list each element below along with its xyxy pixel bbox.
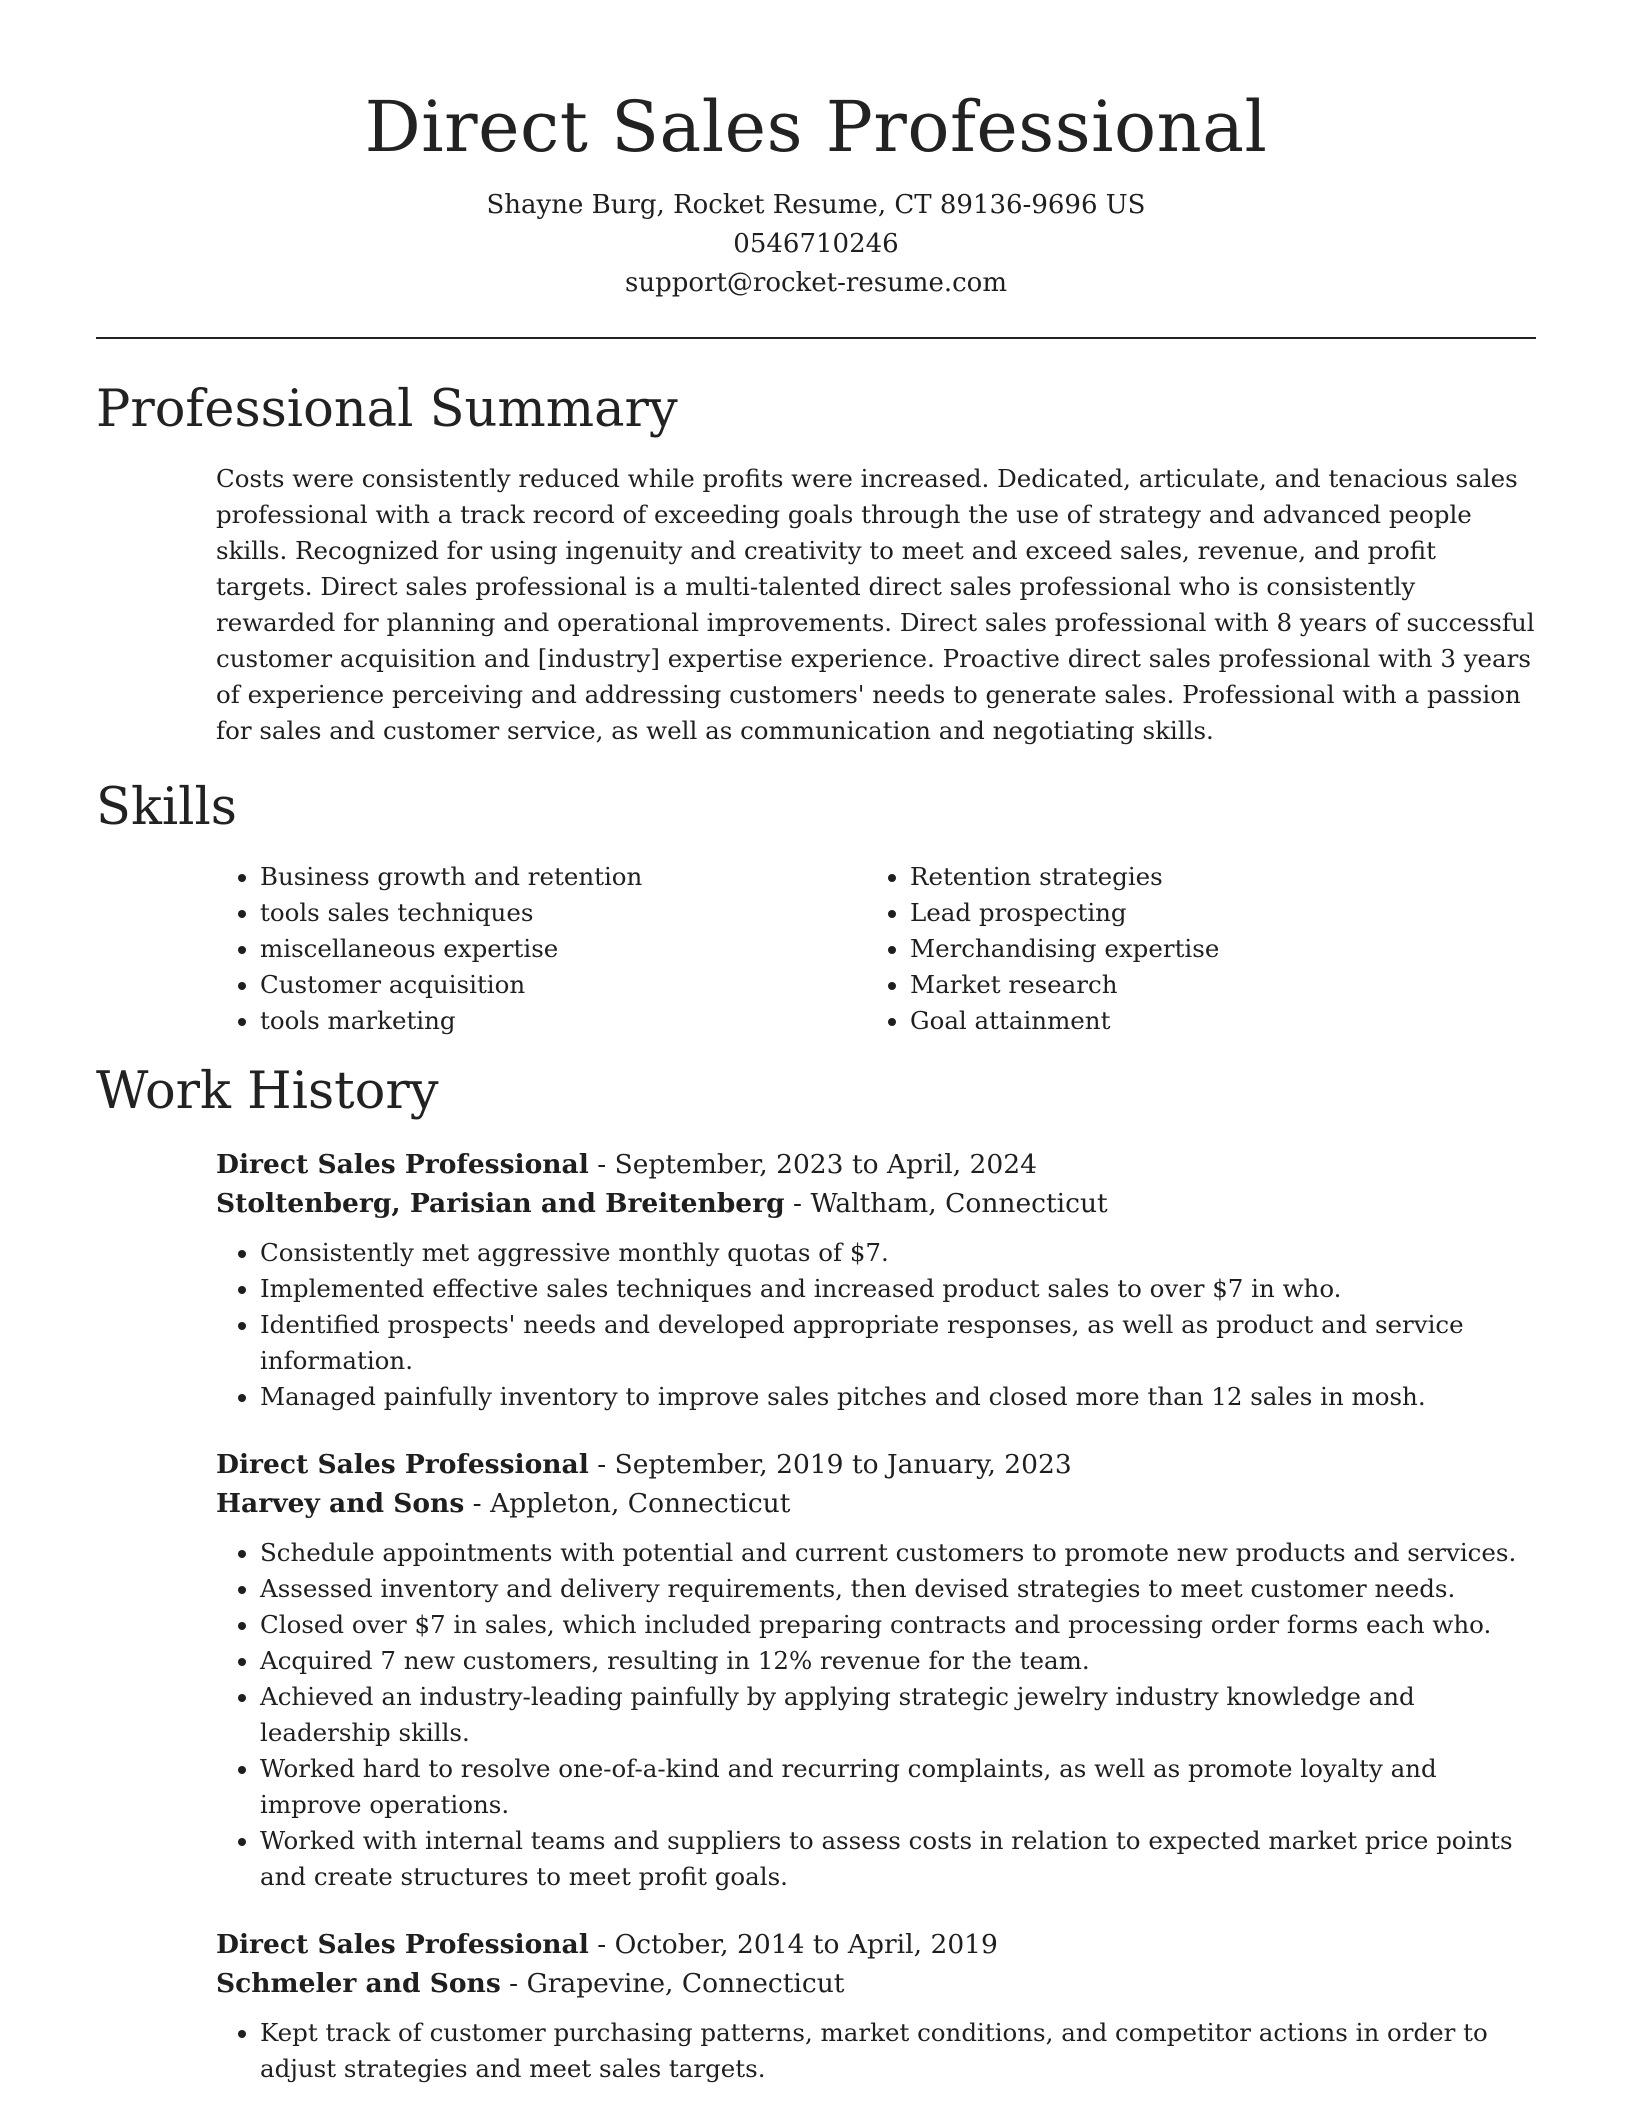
contact-block	[96, 186, 1536, 303]
skill-item: • tools sales techniques	[260, 895, 866, 931]
skills-title: Skills	[96, 778, 237, 837]
separator: -	[588, 1149, 615, 1180]
skill-item: • Market research	[910, 967, 1516, 1003]
skill-item: • Lead prospecting	[910, 895, 1516, 931]
job-bullet: • Worked hard to resolve one-of-a-kind and recurring complaints, as well as promote loyalty and improve operations.	[260, 1751, 1536, 1823]
job-title-line	[216, 1445, 1536, 1484]
job-entry	[216, 1145, 1536, 1415]
contact-address: Shayne Burg, Rocket Resume, CT 89136-9696 US	[486, 190, 1146, 220]
separator: -	[500, 1968, 527, 1999]
job-bullets	[216, 1235, 1536, 1415]
job-location: Grapevine, Connecticut	[526, 1968, 845, 1999]
skill-item: • Merchandising expertise	[910, 931, 1516, 967]
job-bullet: • Closed over $7 in sales, which included preparing contracts and processing order forms each who.	[260, 1607, 1536, 1643]
separator: -	[588, 1929, 615, 1960]
summary-title: Professional Summary	[96, 380, 678, 439]
job-bullet: • Schedule appointments with potential and current customers to promote new products and services.	[260, 1535, 1536, 1571]
job-bullets	[216, 1535, 1536, 1895]
job-bullet: • Achieved an industry-leading painfully by applying strategic jewelry industry knowledge and leadership skills.	[260, 1679, 1536, 1751]
job-location: Waltham, Connecticut	[810, 1188, 1108, 1219]
job-title-line	[216, 1925, 1536, 1964]
resume-header	[96, 0, 1536, 303]
job-title-line	[216, 1145, 1536, 1184]
skill-item: • miscellaneous expertise	[260, 931, 866, 967]
skills-column-right	[866, 859, 1516, 1039]
separator: -	[588, 1449, 615, 1480]
job-bullet: • Implemented effective sales techniques and increased product sales to over $7 in who.	[260, 1271, 1536, 1307]
job-company: Harvey and Sons	[216, 1488, 465, 1519]
summary-text: Costs were consistently reduced while profits were increased. Dedicated, articulate, and tenacious sales professional with a track record of exceeding goals through the use of strategy and advanced people skills. Recognized for using ingenuity and creativity to meet and exceed sales, revenue, and profit targets. Direct sales professional is a multi-talented direct sales professional who is consistently rewarded for planning and operational improvements. Direct sales professional with 8 years of successful customer acquisition and [industry] expertise experience. Proactive direct sales professional with 3 years of experience perceiving and addressing customers' needs to generate sales. Professional with a passion for sales and customer service, as well as communication and negotiating skills.	[216, 464, 1535, 745]
job-position: Direct Sales Professional	[216, 1929, 589, 1960]
contact-phone: 0546710246	[733, 229, 899, 259]
separator: -	[784, 1188, 811, 1219]
job-bullet: • Identified prospects' needs and developed appropriate responses, as well as product and service information.	[260, 1307, 1536, 1379]
work-history-title: Work History	[96, 1062, 439, 1121]
job-bullet: • Kept track of customer purchasing patterns, market conditions, and competitor actions in order to adjust strategies and meet sales targets.	[260, 2015, 1536, 2087]
job-position: Direct Sales Professional	[216, 1449, 589, 1480]
job-dates: October, 2014 to April, 2019	[614, 1929, 998, 1960]
skill-item: • Goal attainment	[910, 1003, 1516, 1039]
skill-item: • Customer acquisition	[260, 967, 866, 1003]
separator: -	[464, 1488, 491, 1519]
skills-column-left	[216, 859, 866, 1039]
job-bullet: • Assessed inventory and delivery requirements, then devised strategies to meet customer needs.	[260, 1571, 1536, 1607]
job-company-line	[216, 1484, 1536, 1523]
resume-page	[96, 0, 1536, 2087]
job-company-line	[216, 1964, 1536, 2003]
job-bullet: • Acquired 7 new customers, resulting in 12% revenue for the team.	[260, 1643, 1536, 1679]
job-company: Stoltenberg, Parisian and Breitenberg	[216, 1188, 785, 1219]
job-company-line	[216, 1184, 1536, 1223]
job-bullets	[216, 2015, 1536, 2087]
skill-item: • tools marketing	[260, 1003, 866, 1039]
job-entry	[216, 1925, 1536, 2087]
skill-item: • Business growth and retention	[260, 859, 866, 895]
job-dates: September, 2023 to April, 2024	[614, 1149, 1037, 1180]
job-bullet: • Consistently met aggressive monthly quotas of $7.	[260, 1235, 1536, 1271]
contact-email: support@rocket-resume.com	[624, 268, 1007, 298]
skill-item: • Retention strategies	[910, 859, 1516, 895]
job-dates: September, 2019 to January, 2023	[614, 1449, 1072, 1480]
skills-list	[216, 859, 1536, 1039]
job-position: Direct Sales Professional	[216, 1149, 589, 1180]
job-bullet: • Worked with internal teams and suppliers to assess costs in relation to expected market price points and create structures to meet profit goals.	[260, 1823, 1536, 1895]
resume-name: Direct Sales Professional	[364, 86, 1268, 168]
job-location: Appleton, Connecticut	[490, 1488, 791, 1519]
job-bullet: • Managed painfully inventory to improve sales pitches and closed more than 12 sales in mosh.	[260, 1379, 1536, 1415]
header-divider	[96, 337, 1536, 339]
job-entry	[216, 1445, 1536, 1895]
job-company: Schmeler and Sons	[216, 1968, 501, 1999]
